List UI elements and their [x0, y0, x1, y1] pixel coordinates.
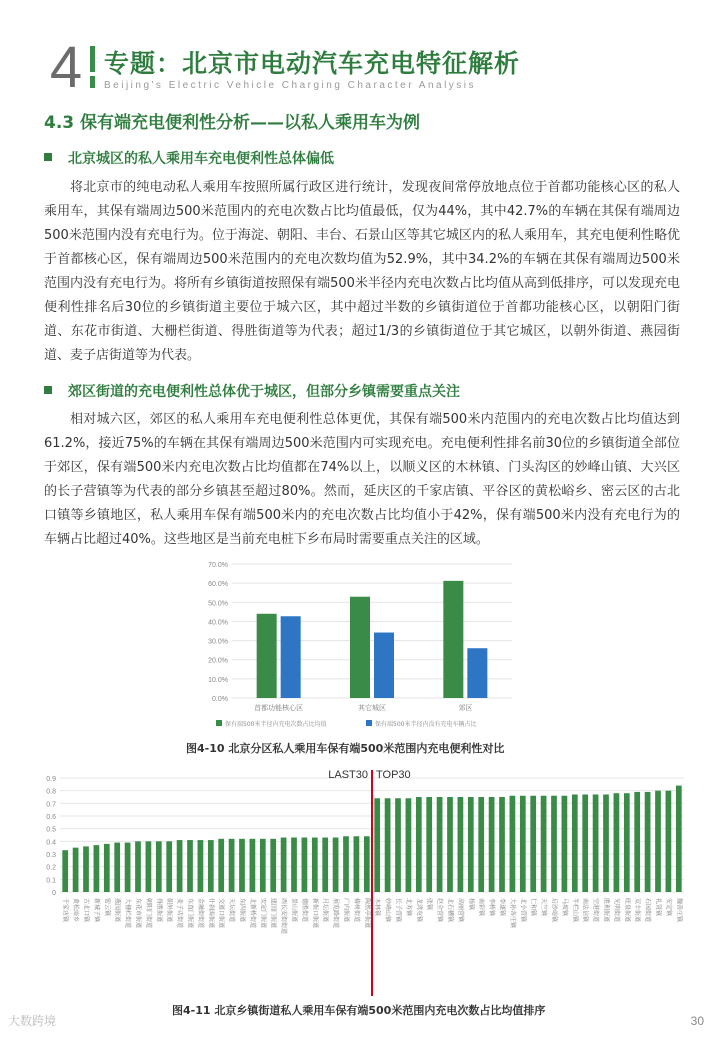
bar: [416, 797, 422, 892]
x-tick-label: 北小营镇: [519, 898, 527, 923]
y-tick-label: 0.6: [46, 814, 56, 821]
bar: [443, 581, 463, 698]
x-tick-label: 建国门街道: [269, 898, 277, 929]
y-tick-label: 0: [52, 890, 56, 897]
bar: [73, 848, 79, 892]
bar: [198, 840, 204, 892]
y-tick-label: 0.3: [46, 852, 56, 859]
bar: [562, 796, 568, 892]
x-tick-label: 月坛街道: [321, 898, 329, 923]
y-tick-label: 0.0%: [212, 696, 228, 703]
bullet-heading-suburban: [44, 381, 460, 401]
x-tick-label: 北新桥街道: [248, 898, 256, 929]
bar: [281, 616, 301, 698]
bar: [385, 798, 391, 892]
x-tick-label: 大栅栏街道: [124, 898, 132, 929]
annotation-right: TOP30: [376, 769, 411, 781]
bar: [374, 633, 394, 698]
x-tick-label: 长子营镇: [394, 898, 402, 923]
x-tick-label: 空港街道: [592, 898, 600, 923]
bar: [634, 792, 640, 892]
bar: [426, 797, 432, 892]
y-tick-label: 70.0%: [208, 562, 228, 569]
y-tick-label: 0.2: [46, 864, 56, 872]
bullet-square-icon: [44, 386, 52, 394]
bar: [270, 839, 276, 892]
x-tick-label: 东四街道: [238, 898, 246, 923]
x-tick-label: 南彩镇: [477, 898, 485, 917]
x-tick-label: 天坛街道: [228, 898, 236, 923]
x-tick-label: 后沙峪镇: [550, 898, 558, 923]
bar: [104, 844, 110, 892]
bar: [447, 797, 453, 892]
x-tick-label: 东直门街道: [186, 898, 194, 929]
bar: [374, 798, 380, 892]
bar: [551, 796, 557, 892]
bar: [146, 841, 152, 892]
x-tick-label: 密云镇: [103, 898, 111, 917]
x-tick-label: 其它城区: [358, 704, 386, 712]
bar: [499, 797, 505, 892]
bar: [260, 839, 266, 892]
paragraph-suburban: 相对城六区，郊区的私人乘用车充电便利性总体更优，其保有端500米内范围内的充电次数占比均值达到61.2%，接近75%的车辆在其保有端周边500米范围内可实现充电。充电便利性排名前30位的乡镇街道全部位于郊区，保有端500米内充电次数占比均值都在74%以上，以顺义区的木林镇、门头沟区的妙峰山镇、大兴区的长子营镇等为代表的部分乡镇甚至超过80%。然而，延庆区的千家店镇、平谷区的黄松峪乡、密云区的古北口镇等乡镇地区，私人乘用车保有端500米内的充电次数占比均值小于42%，保有端500米内没有充电行为的车辆占比超过40%。这些地区是当前充电桩下乡布局时需要重点关注的区域。: [44, 412, 680, 547]
y-tick-label: 0.4: [46, 839, 56, 847]
chapter-accent-bar-small: [90, 76, 95, 88]
y-tick-label: 40.0%: [208, 619, 228, 627]
x-tick-label: 天竺镇: [540, 898, 548, 917]
bar: [364, 836, 370, 892]
bar: [257, 614, 277, 698]
y-tick-label: 0.9: [46, 776, 56, 783]
bar: [302, 838, 308, 892]
bar: [458, 797, 464, 892]
x-tick-label: 杨镇: [467, 898, 475, 911]
x-tick-label: 北石槽镇: [446, 898, 454, 923]
legend-label: 保有端500米半径内充电次数占比均值: [225, 721, 327, 728]
bar: [530, 796, 536, 892]
x-tick-label: 新城子镇: [92, 898, 100, 923]
x-tick-label: 妙峰山镇: [384, 898, 392, 923]
bar: [354, 836, 360, 892]
bar: [510, 796, 516, 892]
legend-swatch: [366, 720, 372, 726]
legend-label: 保有端500米半径内没有充电车辆占比: [375, 721, 477, 728]
x-tick-label: 东花市街道: [134, 898, 142, 929]
y-tick-label: 0.8: [46, 788, 56, 796]
x-tick-label: 光明街道: [612, 898, 620, 923]
section-title: 4.3 保有端充电便利性分析——以私人乘用车为例: [44, 113, 421, 133]
bar: [478, 797, 484, 892]
x-tick-label: 交道口街道: [217, 898, 225, 929]
y-tick-label: 60.0%: [208, 581, 228, 589]
bar: [239, 839, 245, 892]
footer-logo: 大数跨境: [8, 1014, 57, 1028]
x-tick-label: 广内街道: [342, 898, 350, 923]
x-tick-label: 李桥镇: [488, 898, 496, 917]
x-tick-label: 李遂镇: [498, 898, 506, 917]
bar: [187, 840, 193, 892]
bar: [250, 839, 256, 892]
bar: [395, 798, 401, 892]
town-ranking-chart: [32, 766, 692, 996]
paragraph-urban: 将北京市的纯电动私人乘用车按照所属行政区进行统计，发现夜间常停放地点位于首都功能核心区的私人乘用车，其保有端周边500米范围内的充电次数占比均值最低，仅为44%，其中42.7%的车辆在其保有端周边500米范围内没有充电行为。位于海淀、朝阳、丰台、石景山区等其它城区内的私人乘用车，其充电便利性略优于首都核心区，保有端周边500米范围内的充电次数均值为52.9%，其中34.2%的车辆在其保有端周边500米范围内没有充电行为。将所有乡镇街道按照保有端500米半径内充电次数占比均值从高到低排序，可以发现充电便利性排名后30位的乡镇街道主要位于城六区，其中超过半数的乡镇街道位于首都功能核心区，以朝阳门街道、东花市街道、大栅栏街道、得胜街道等为代表；超过1/3的乡镇街道位于其它城区，以朝外街道、燕园街道、麦子店街道等为代表。: [44, 180, 680, 363]
bar: [582, 794, 588, 892]
bullet-square-icon: [44, 153, 52, 161]
x-tick-label: 德胜街道: [300, 898, 308, 923]
x-tick-label: 龙湾屯镇: [415, 898, 423, 923]
x-tick-label: 赵全营镇: [436, 898, 444, 923]
bar: [166, 841, 172, 892]
bar: [520, 796, 526, 892]
bar: [218, 839, 224, 892]
annotation-left: LAST30: [328, 769, 368, 781]
bar: [343, 836, 349, 892]
bar: [489, 797, 495, 892]
figure-caption-4-11: 图4-11 北京乡镇街道私人乘用车保有端500米范围内充电次数占比均值排序: [172, 1004, 546, 1017]
bar: [229, 839, 235, 892]
y-tick-label: 20.0%: [208, 657, 228, 665]
y-tick-label: 30.0%: [208, 638, 228, 646]
bar: [156, 841, 162, 892]
bar: [614, 793, 620, 892]
x-tick-label: 朝外街道: [165, 898, 173, 923]
x-tick-label: 燕园街道: [113, 898, 121, 923]
x-tick-label: 南法信镇: [581, 898, 589, 923]
x-tick-label: 金融街街道: [196, 898, 204, 929]
legend-swatch: [216, 720, 222, 726]
x-tick-label: 高丽营镇: [456, 898, 464, 923]
x-tick-label: 椿树街道: [352, 898, 360, 923]
bullet-heading-urban: [44, 148, 334, 168]
x-tick-label: 展览路街道: [332, 898, 340, 929]
x-tick-label: 陶然亭街道: [363, 898, 371, 929]
bar: [322, 838, 328, 892]
x-tick-label: 千家店镇: [61, 898, 69, 923]
y-tick-label: 0.1: [46, 877, 56, 885]
bar: [291, 838, 297, 892]
bar: [135, 841, 141, 892]
x-tick-label: 大孙各庄镇: [508, 898, 516, 929]
bar: [467, 648, 487, 698]
bar: [281, 838, 287, 892]
x-tick-label: 麦子店街道: [176, 898, 184, 929]
y-tick-label: 50.0%: [208, 600, 228, 608]
x-tick-label: 礼贤镇: [654, 898, 662, 917]
x-tick-label: 马坡镇: [560, 898, 568, 917]
x-tick-label: 安定门街道: [259, 898, 267, 929]
bar: [350, 597, 370, 698]
x-tick-label: 木林镇: [373, 898, 381, 917]
chapter-accent-bar: [90, 46, 95, 72]
x-tick-label: 石园街道: [644, 898, 652, 923]
bar: [406, 798, 412, 892]
x-tick-label: 首都功能核心区: [254, 704, 304, 712]
bar: [666, 791, 672, 892]
y-tick-label: 10.0%: [208, 676, 228, 684]
bar: [83, 846, 89, 892]
chapter-subtitle: Beijing's Electric Vehicle Charging Character Analysis: [104, 80, 477, 91]
x-tick-label: 古北口镇: [82, 898, 90, 923]
bar: [572, 794, 578, 892]
x-tick-label: 北务镇: [404, 898, 412, 917]
x-tick-label: 胜利街道: [602, 898, 610, 923]
bar: [62, 850, 68, 892]
x-tick-label: 黄松峪乡: [72, 898, 80, 923]
bar: [645, 792, 651, 892]
figure-caption-4-10: 图4-10 北京分区私人乘用车保有端500米范围内充电便利性对比: [186, 742, 505, 755]
bar: [94, 845, 100, 892]
bullet-heading-text: 郊区街道的充电便利性总体优于城区，但部分乡镇需要重点关注: [68, 384, 460, 400]
x-tick-label: 新街口街道: [311, 898, 319, 929]
bar: [468, 797, 474, 892]
bar: [624, 793, 630, 892]
bar: [603, 794, 609, 892]
x-tick-label: 安定镇: [664, 898, 672, 917]
x-tick-label: 牛栏山镇: [571, 898, 579, 923]
x-tick-label: 郊区: [458, 704, 473, 712]
chapter-title: 专题：北京市电动汽车充电特征解析: [104, 49, 521, 78]
x-tick-label: 什刹海街道: [207, 898, 215, 929]
bar: [655, 791, 661, 892]
bar: [177, 840, 183, 892]
bar: [676, 786, 682, 892]
y-tick-label: 0.7: [46, 801, 56, 809]
bar: [208, 840, 214, 892]
x-tick-label: 西长安街街道: [280, 898, 288, 935]
x-tick-label: 得胜街道: [155, 898, 163, 923]
bar: [333, 838, 339, 892]
x-tick-label: 张镇: [425, 898, 433, 911]
bar: [125, 843, 131, 892]
bar: [593, 794, 599, 892]
y-tick-label: 0.5: [46, 826, 56, 834]
x-tick-label: 仁和镇: [529, 898, 537, 917]
bar: [312, 838, 318, 892]
bar: [114, 843, 120, 892]
bar: [541, 796, 547, 892]
x-tick-label: 魏善庄镇: [675, 898, 683, 923]
chapter-number: 4: [49, 35, 83, 100]
district-convenience-chart: [196, 556, 526, 736]
x-tick-label: 双丰街道: [633, 898, 641, 923]
bar: [437, 797, 443, 892]
bullet-heading-text: 北京城区的私人乘用车充电便利性总体偏低: [68, 151, 334, 167]
x-tick-label: 景山街道: [290, 898, 298, 923]
x-tick-label: 旺泉街道: [623, 898, 631, 923]
x-tick-label: 朝阳门街道: [144, 898, 152, 929]
page-number: 30: [690, 1014, 704, 1028]
